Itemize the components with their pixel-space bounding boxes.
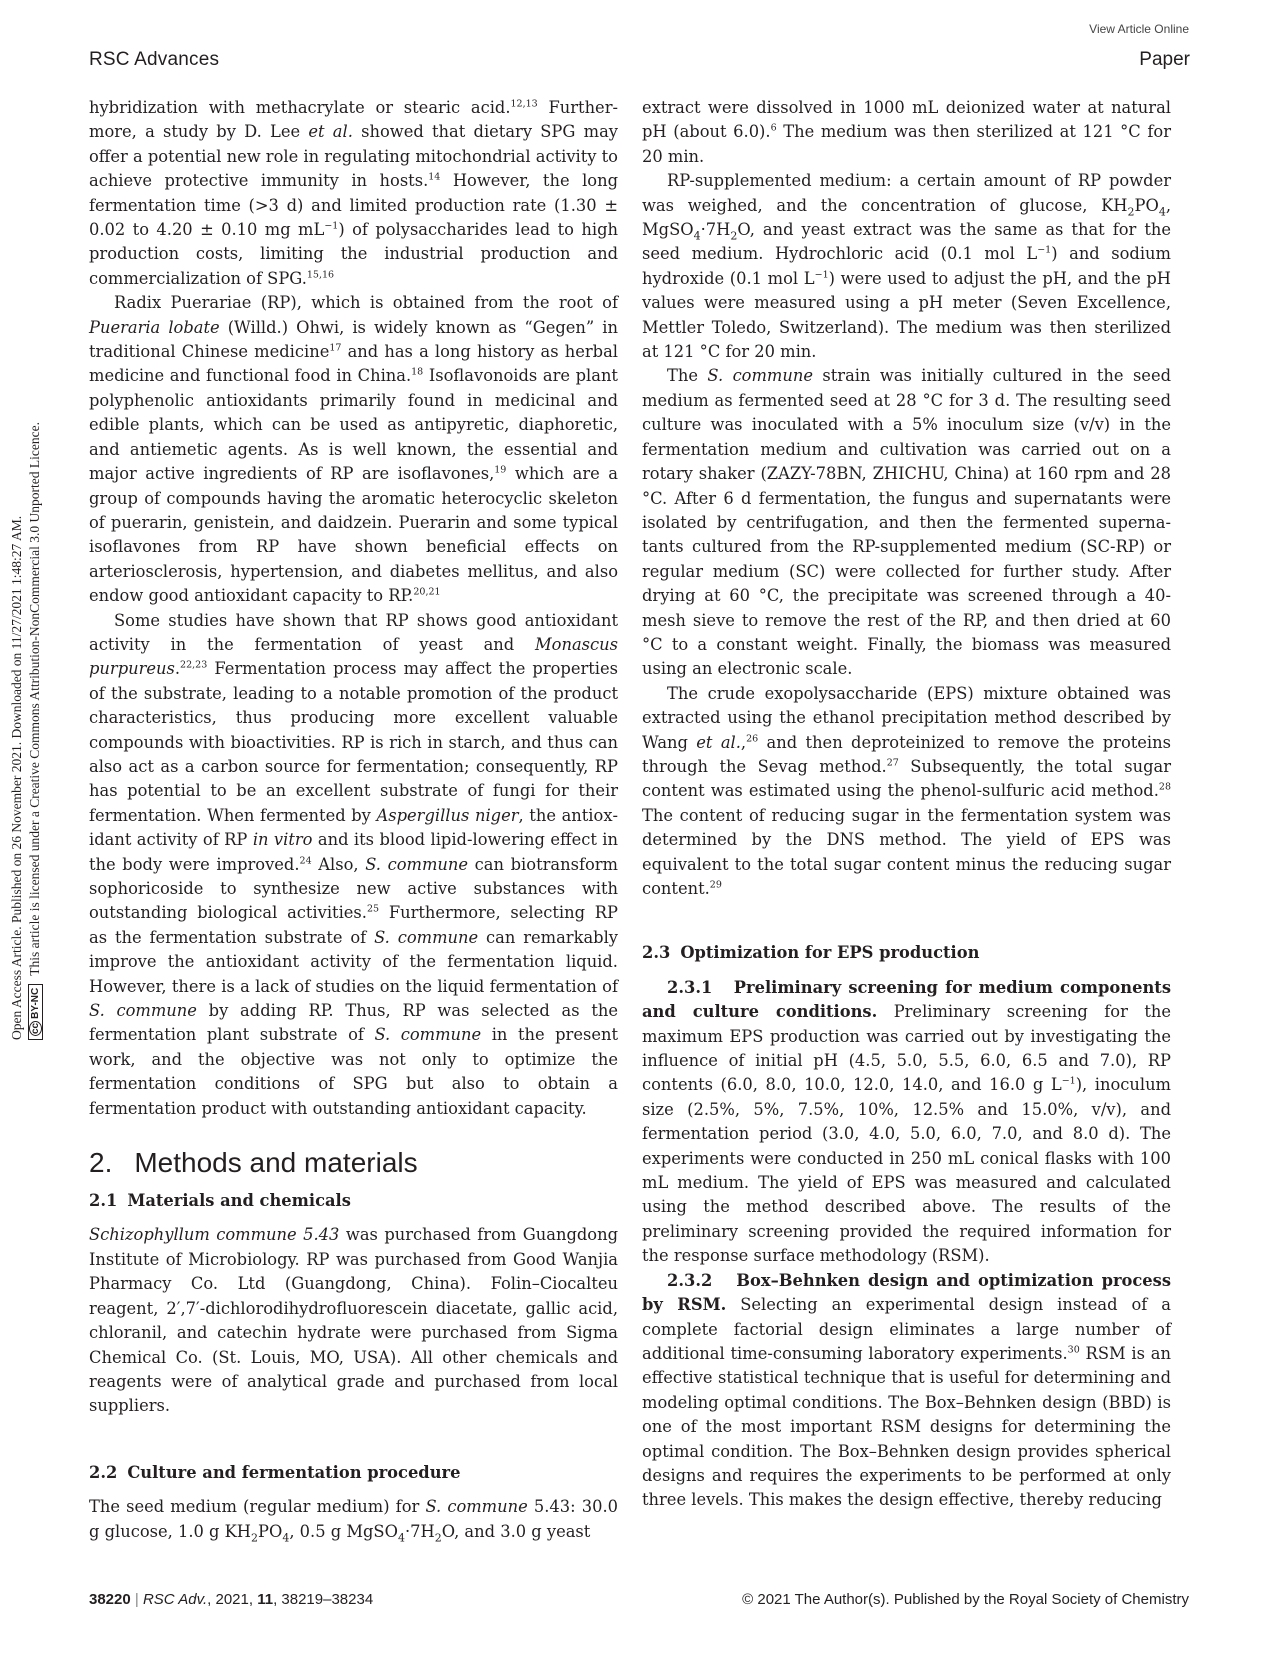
- open-access-line: Open Access Article. Published on 26 November 2021. Downloaded on 11/27/2021 1:48:27 AM.: [9, 515, 24, 1040]
- cc-badge-label: BY-NC: [30, 987, 42, 1019]
- paragraph: The S. commune strain was initially cultured in the seed medium as fermented seed at 28 °C for 3 d. The resulting seed culture was inoculated with a 5% inoculum size (v/v) in the fermentation medium and cultivation was carried out on a rotary shaker (ZAZY-78BN, ZHICHU, China) at 160 rpm and 28 °C. After 6 d fermentation, the fungus and supernatants were isolated by centrifugation, and then the fermented supernatants cultured from the RP-supplemented medium (SC-RP) or regular medium (SC) were collected for further study. After drying at 60 °C, the precipitate was screened through a 40-mesh sieve to remove the rest of the RP, and then dried at 60 °C to a constant weight. Finally, the biomass was measured using an electronic scale.: [642, 366, 1171, 679]
- license-text: This article is licensed under a Creative Commons Attribution-NonCommercial 3.0 Unported Licence.: [27, 422, 42, 976]
- license-text-rotated: [8, 40, 48, 1040]
- cc-icon: cc: [30, 1022, 42, 1034]
- subsection-heading-2-1: 2.1 Materials and chemicals: [89, 1191, 351, 1211]
- paragraph: Radix Puerariae (RP), which is obtained from the root of Pueraria lobate (Willd.) Ohwi, is widely known as “Gegen” in traditional Chinese medicine$^{17}$ and has a long history as herbal medicine and functional food in China.$^{18}$ Isoflavonoids are plant polyphenolic antioxidants primarily found in medicinal and edible plants, which can be used as antipyretic, diaphoretic, and antiemetic agents. As is well known, the essential and major active ingredients of RP are isoflavones,$^{19}$ which are a group of compounds having the aromatic heterocyclic skeleton of puerarin, genistein, and daidzein. Puerarin and some typical isoflavones from RP have shown beneficial effects on arteriosclerosis, hypertension, and diabetes mellitus, and also endow good antioxidant capacity to RP.$^{20,21}$: [89, 293, 618, 606]
- subsection-heading-2-3: 2.3 Optimization for EPS production: [642, 943, 980, 963]
- paragraph: The seed medium (regular medium) for S. commune 5.43: 30.0 g glucose, 1.0 g $KH_2PO_4$, 0.5 g $MgSO_4\cdot 7H_2O$, and 3.0 g yeast: [89, 1497, 618, 1544]
- subsection-heading-2-2: 2.2 Culture and fermentation procedure: [89, 1462, 461, 1482]
- license-sidebar: [0, 0, 60, 1659]
- cc-by-nc-badge[interactable]: [28, 984, 43, 1040]
- footer-copyright: © 2021 The Author(s). Published by the Royal Society of Chemistry: [742, 1591, 1189, 1608]
- paragraph: Schizophyllum commune 5.43 was purchased from Guangdong Institute of Microbiology. RP was purchased from Good Wanjia Pharmacy Co. Ltd (Guangdong, China). Folin–Ciocalteu reagent, 2′,7′-dichlorodihydrofluorescein diacetate, gallic acid, chloranil, and catechin hydrate were purchased from Sigma Chemical Co. (St. Louis, MO, USA). All other chemicals and reagents were of analytical grade and purchased from local suppliers.: [89, 1225, 619, 1416]
- journal-title: RSC Advances: [89, 49, 220, 70]
- left-column: [89, 96, 618, 1544]
- license-line: [26, 40, 44, 1040]
- section-label: Paper: [1139, 49, 1190, 70]
- paragraph: Some studies have shown that RP shows good antioxidant activity in the fermentation of yeast and Monascus purpureus.$^{22,23}$ Fermentation process may affect the properties of the substrate, leading to a notable promotion of the product characteristics, thus producing more excellent valuable compounds with bioactivities. RP is rich in starch, and thus can also act as a carbon source for fermentation; consequently, RP has potential to be an excellent substrate of fungi for their fermentation. When fermented by Aspergillus niger, the antioxidant activity of RP in vitro and its blood lipid-lowering effect in the body were improved.$^{24}$ Also, S. commune can biotransform sophoricoside to synthesize new active substances with outstanding biological activities.$^{25}$ Furthermore, selecting RP as the fermentation substrate of S. commune can remarkably improve the antioxidant activity of the fermentation liquid. However, there is a lack of studies on the liquid fermentation of S. commune by adding RP. Thus, RP was selected as the fermentation plant substrate of S. commune in the present work, and the objective was not only to optimize the fermentation conditions of SPG but also to obtain a fermentation product with outstanding antioxidant capacity.: [89, 610, 619, 1118]
- paragraph: 2.3.1 Preliminary screening for medium components and culture conditions. Preliminary screening for the maximum EPS production was carried out by investigating the influence of initial pH (4.5, 5.0, 5.5, 6.0, 6.5 and 7.0), RP contents (6.0, 8.0, 10.0, 12.0, 14.0, and 16.0 g $L^{-1}$), inoculum size (2.5%, 5%, 7.5%, 10%, 12.5% and 15.0%, v/v), and fermentation period (3.0, 4.0, 5.0, 6.0, 7.0, and 8.0 d). The experiments were conducted in 250 mL conical flasks with 100 mL medium. The yield of EPS was measured and calculated using the method described above. The results of the preliminary screening provided the required information for the response surface methodology (RSM).: [642, 977, 1171, 1266]
- paragraph: hybridization with methacrylate or stearic acid.$^{12,13}$ Furthermore, a study by D. Lee et al. showed that dietary SPG may offer a potential new role in regulating mitochondrial activity to achieve protective immunity in hosts.$^{14}$ However, the long fermentation time (>3 d) and limited production rate (1.30 ± 0.02 to 4.20 ± 0.10 mg $mL^{-1}$) of polysaccharides lead to high production costs, limiting the industrial production and commercialization of SPG.$^{15,16}$: [89, 98, 618, 288]
- paragraph: extract were dissolved in 1000 mL deionized water at natural pH (about 6.0).$^6$ The medium was then sterilized at 121 °C for 20 min.: [642, 98, 1171, 166]
- footer-citation: 38220 | RSC Adv., 2021, 11, 38219–38234: [89, 1591, 374, 1608]
- section-heading-methods: 2. Methods and materials: [89, 1147, 418, 1179]
- paragraph: RP-supplemented medium: a certain amount of RP powder was weighed, and the concentration of glucose, $KH_2PO_4$, $MgSO_4\cdot 7H_2O$, and yeast extract was the same as that for the seed medium. Hydrochloric acid (0.1 mol $L^{-1}$) and sodium hydroxide (0.1 mol $L^{-1}$) were used to adjust the pH, and the pH values were measured using a pH meter (Seven Excellence, Mettler Toledo, Switzerland). The medium was then sterilized at 121 °C for 20 min.: [642, 171, 1171, 362]
- paragraph: 2.3.2 Box–Behnken design and optimization process by RSM. Selecting an experimental design instead of a complete factorial design eliminates a large number of additional time-consuming laboratory experiments.$^{30}$ RSM is an effective statistical technique that is useful for determining and modeling optimal conditions. The Box–Behnken design (BBD) is one of the most important RSM designs for determining the optimal condition. The Box–Behnken design provides spherical designs and requires the experiments to be performed at only three levels. This makes the design effective, thereby reducing: [642, 1270, 1171, 1510]
- paragraph: The crude exopolysaccharide (EPS) mixture obtained was extracted using the ethanol precipitation method described by Wang et al.,$^{26}$ and then deproteinized to remove the proteins through the Sevag method.$^{27}$ Subsequently, the total sugar content was estimated using the phenol-sulfuric acid method.$^{28}$ The content of reducing sugar in the fermentation system was determined by the DNS method. The yield of EPS was equivalent to the total sugar content minus the reducing sugar content.$^{29}$: [642, 683, 1171, 898]
- view-article-online-link[interactable]: View Article Online: [1089, 22, 1189, 36]
- right-column: [642, 96, 1171, 1513]
- page-number: 38220: [89, 1591, 131, 1608]
